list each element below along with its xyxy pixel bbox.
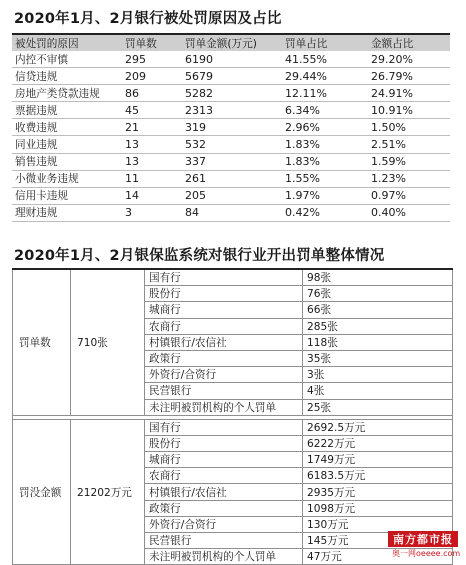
value-cell: 4张: [303, 383, 453, 399]
cell-ticket-share: 0.42%: [282, 204, 368, 221]
bank-type-cell: 城商行: [145, 302, 303, 318]
total-cell: 710张: [71, 269, 145, 415]
cell-ticket-share: 41.55%: [282, 51, 368, 68]
bank-type-cell: 农商行: [145, 318, 303, 334]
value-cell: 118张: [303, 334, 453, 350]
value-cell: 3张: [303, 367, 453, 383]
cell-amount-share: 29.20%: [368, 51, 450, 68]
category-cell: 罚单数: [13, 269, 71, 415]
value-cell: 2935万元: [303, 484, 453, 500]
bank-type-cell: 城商行: [145, 452, 303, 468]
category-cell: 罚没金额: [13, 419, 71, 565]
table-row: [12, 85, 450, 102]
value-cell: 76张: [303, 286, 453, 302]
value-cell: 1098万元: [303, 500, 453, 516]
bank-type-cell: 村镇银行/农信社: [145, 484, 303, 500]
cell-reason: 信贷违规: [12, 68, 122, 85]
cell-ticket-count: 3: [122, 204, 182, 221]
cell-ticket-count: 11: [122, 170, 182, 187]
cell-ticket-amount: 6190: [182, 51, 282, 68]
cell-amount-share: 0.40%: [368, 204, 450, 221]
cell-ticket-count: 13: [122, 136, 182, 153]
bank-type-cell: 政策行: [145, 500, 303, 516]
value-cell: 98张: [303, 269, 453, 286]
bank-type-cell: 村镇银行/农信社: [145, 334, 303, 350]
cell-amount-share: 0.97%: [368, 187, 450, 204]
cell-reason: 理财违规: [12, 204, 122, 221]
value-cell: 145万元: [303, 533, 453, 549]
cell-ticket-amount: 5282: [182, 85, 282, 102]
bank-type-cell: 外资行/合资行: [145, 367, 303, 383]
value-cell: 66张: [303, 302, 453, 318]
cell-ticket-count: 13: [122, 153, 182, 170]
table2-title: 2020年1月、2月银保监系统对银行业开出罚单整体情况: [14, 248, 385, 264]
cell-reason: 收费违规: [12, 119, 122, 136]
cell-ticket-amount: 205: [182, 187, 282, 204]
cell-amount-share: 1.23%: [368, 170, 450, 187]
bank-type-cell: 农商行: [145, 468, 303, 484]
total-cell: 21202万元: [71, 419, 145, 565]
cell-ticket-share: 1.83%: [282, 136, 368, 153]
cell-ticket-share: 6.34%: [282, 102, 368, 119]
bank-type-cell: 外资行/合资行: [145, 516, 303, 532]
cell-ticket-amount: 319: [182, 119, 282, 136]
cell-reason: 小微业务违规: [12, 170, 122, 187]
header-ticket-count: 罚单数: [122, 34, 182, 51]
value-cell: 25张: [303, 399, 453, 415]
bank-type-cell: 民营银行: [145, 533, 303, 549]
header-ticket-amount: 罚单金额(万元): [182, 34, 282, 51]
cell-amount-share: 1.59%: [368, 153, 450, 170]
table-row: [12, 153, 450, 170]
value-cell: 47万元: [303, 549, 453, 565]
cell-ticket-share: 12.11%: [282, 85, 368, 102]
bank-type-cell: 民营银行: [145, 383, 303, 399]
cell-ticket-count: 86: [122, 85, 182, 102]
table-row: [12, 170, 450, 187]
table-row: [13, 269, 453, 286]
cell-reason: 信用卡违规: [12, 187, 122, 204]
cell-ticket-share: 1.83%: [282, 153, 368, 170]
table-row: [12, 102, 450, 119]
bank-type-cell: 未注明被罚机构的个人罚单: [145, 399, 303, 415]
cell-amount-share: 24.91%: [368, 85, 450, 102]
cell-ticket-share: 2.96%: [282, 119, 368, 136]
bank-type-cell: 国有行: [145, 269, 303, 286]
table1-title: 2020年1月、2月银行被处罚原因及占比: [14, 11, 282, 27]
cell-ticket-count: 21: [122, 119, 182, 136]
cell-amount-share: 1.50%: [368, 119, 450, 136]
cell-ticket-amount: 532: [182, 136, 282, 153]
header-amount-share: 金额占比: [368, 34, 450, 51]
cell-ticket-count: 209: [122, 68, 182, 85]
header-ticket-share: 罚单占比: [282, 34, 368, 51]
cell-amount-share: 26.79%: [368, 68, 450, 85]
bank-type-cell: 股份行: [145, 286, 303, 302]
cell-reason: 内控不审慎: [12, 51, 122, 68]
cell-ticket-share: 29.44%: [282, 68, 368, 85]
value-cell: 6222万元: [303, 435, 453, 451]
cell-reason: 票据违规: [12, 102, 122, 119]
cell-ticket-amount: 261: [182, 170, 282, 187]
value-cell: 35张: [303, 350, 453, 366]
cell-ticket-share: 1.55%: [282, 170, 368, 187]
table-row: [12, 119, 450, 136]
cell-ticket-amount: 2313: [182, 102, 282, 119]
bank-type-cell: 国有行: [145, 419, 303, 435]
table-row: [12, 51, 450, 68]
table1-header-row: [12, 34, 450, 51]
header-reason: 被处罚的原因: [12, 34, 122, 51]
cell-ticket-share: 1.97%: [282, 187, 368, 204]
bank-type-cell: 股份行: [145, 435, 303, 451]
cell-ticket-count: 295: [122, 51, 182, 68]
cell-amount-share: 10.91%: [368, 102, 450, 119]
cell-ticket-amount: 337: [182, 153, 282, 170]
newspaper-website: 奥一网oeeee.com: [392, 549, 461, 558]
table-row: [12, 68, 450, 85]
table-row: [13, 419, 453, 435]
value-cell: 130万元: [303, 516, 453, 532]
newspaper-logo: 南方都市报: [388, 531, 458, 547]
value-cell: 285张: [303, 318, 453, 334]
cell-ticket-count: 45: [122, 102, 182, 119]
cell-amount-share: 2.51%: [368, 136, 450, 153]
bank-type-cell: 未注明被罚机构的个人罚单: [145, 549, 303, 565]
cell-ticket-amount: 84: [182, 204, 282, 221]
overall-penalties-table: [12, 268, 453, 565]
value-cell: 6183.5万元: [303, 468, 453, 484]
bank-type-cell: 政策行: [145, 350, 303, 366]
value-cell: 2692.5万元: [303, 419, 453, 435]
penalty-reasons-table: [12, 33, 450, 222]
cell-reason: 销售违规: [12, 153, 122, 170]
cell-reason: 房地产类贷款违规: [12, 85, 122, 102]
value-cell: 1749万元: [303, 452, 453, 468]
table-row: [12, 136, 450, 153]
cell-reason: 同业违规: [12, 136, 122, 153]
cell-ticket-count: 14: [122, 187, 182, 204]
cell-ticket-amount: 5679: [182, 68, 282, 85]
table-row: [12, 187, 450, 204]
table-row: [12, 204, 450, 221]
